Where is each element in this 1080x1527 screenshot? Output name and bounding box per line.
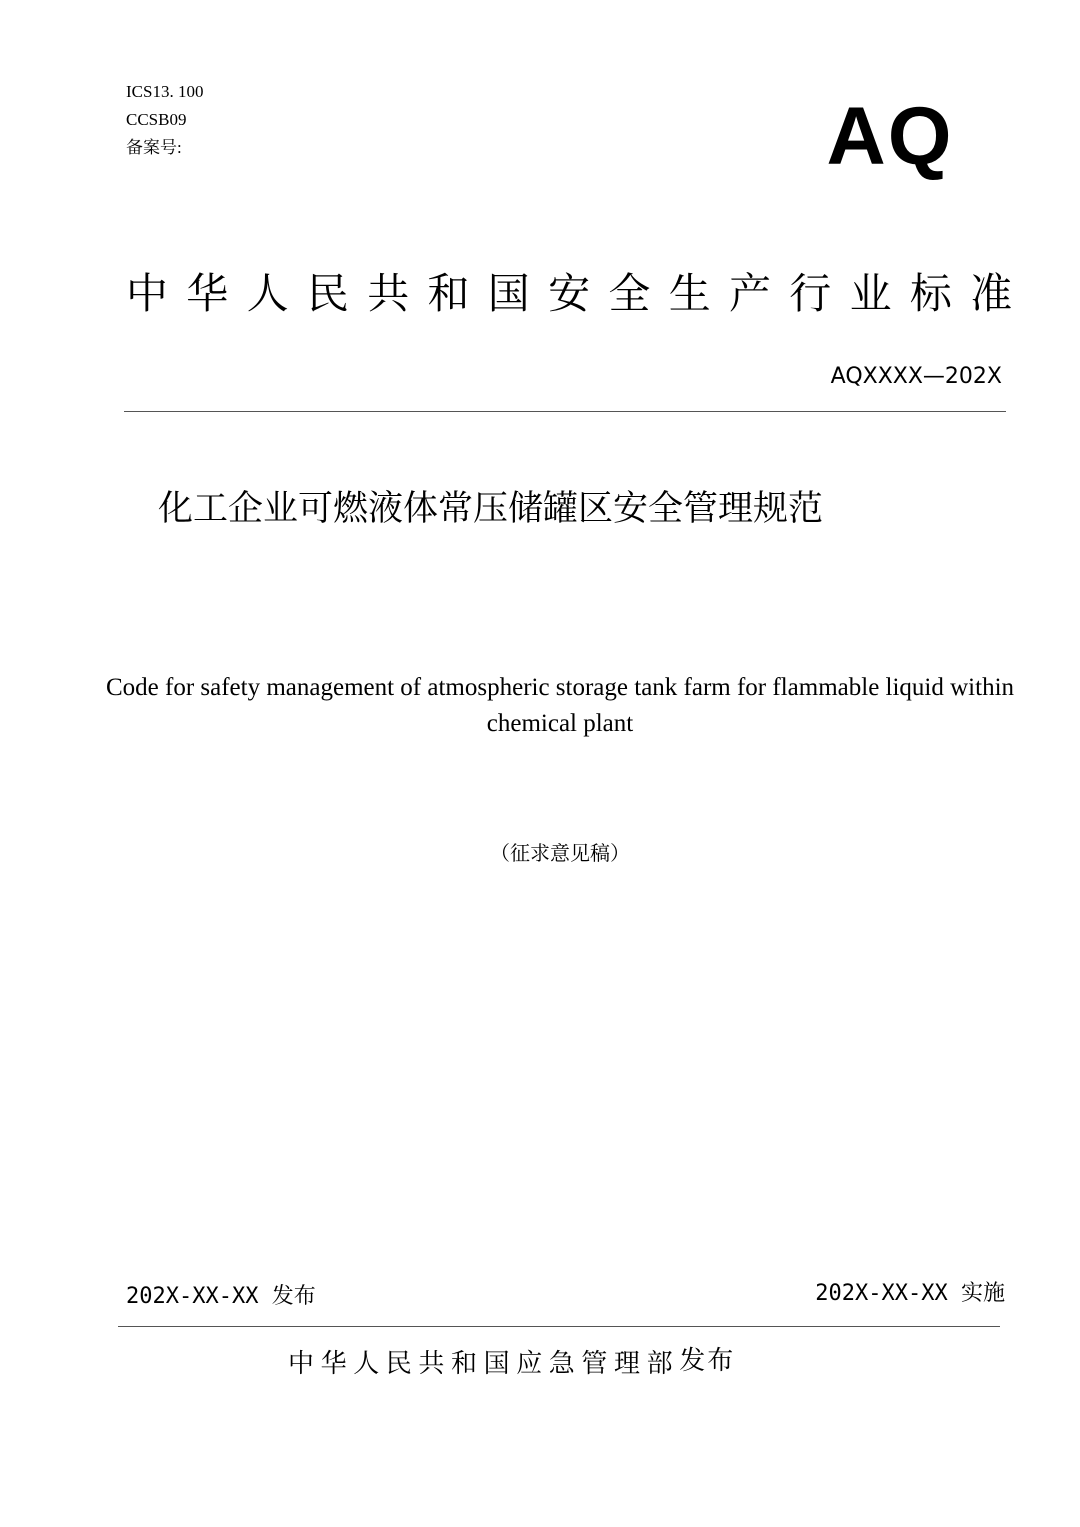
publisher-name: 中华人民共和国应急管理部 <box>288 1349 680 1379</box>
document-title-en: Code for safety management of atmospheric storage tank farm for flammable liquid within chemical plant <box>105 674 1015 737</box>
publisher-suffix: 发布 <box>679 1346 736 1376</box>
draft-status: （征求意见稿） <box>490 841 630 865</box>
ics-code: ICS13. 100 <box>126 82 204 101</box>
header-divider <box>124 411 1006 412</box>
document-title-zh: 化工企业可燃液体常压储罐区安全管理规范 <box>158 489 824 529</box>
ccs-code: CCSB09 <box>126 110 187 129</box>
implement-date: 202X-XX-XX 实施 <box>815 1281 1005 1306</box>
publisher-line <box>288 1346 735 1382</box>
filing-number-label: 备案号: <box>126 138 182 157</box>
aq-logo: AQ <box>826 91 954 182</box>
standard-category-title: 中华人民共和国安全生产行业标准 <box>126 269 1031 318</box>
publish-date: 202X-XX-XX 发布 <box>126 1284 316 1309</box>
footer-divider <box>118 1326 1000 1327</box>
standard-number: AQXXXX—202X <box>830 364 1002 389</box>
